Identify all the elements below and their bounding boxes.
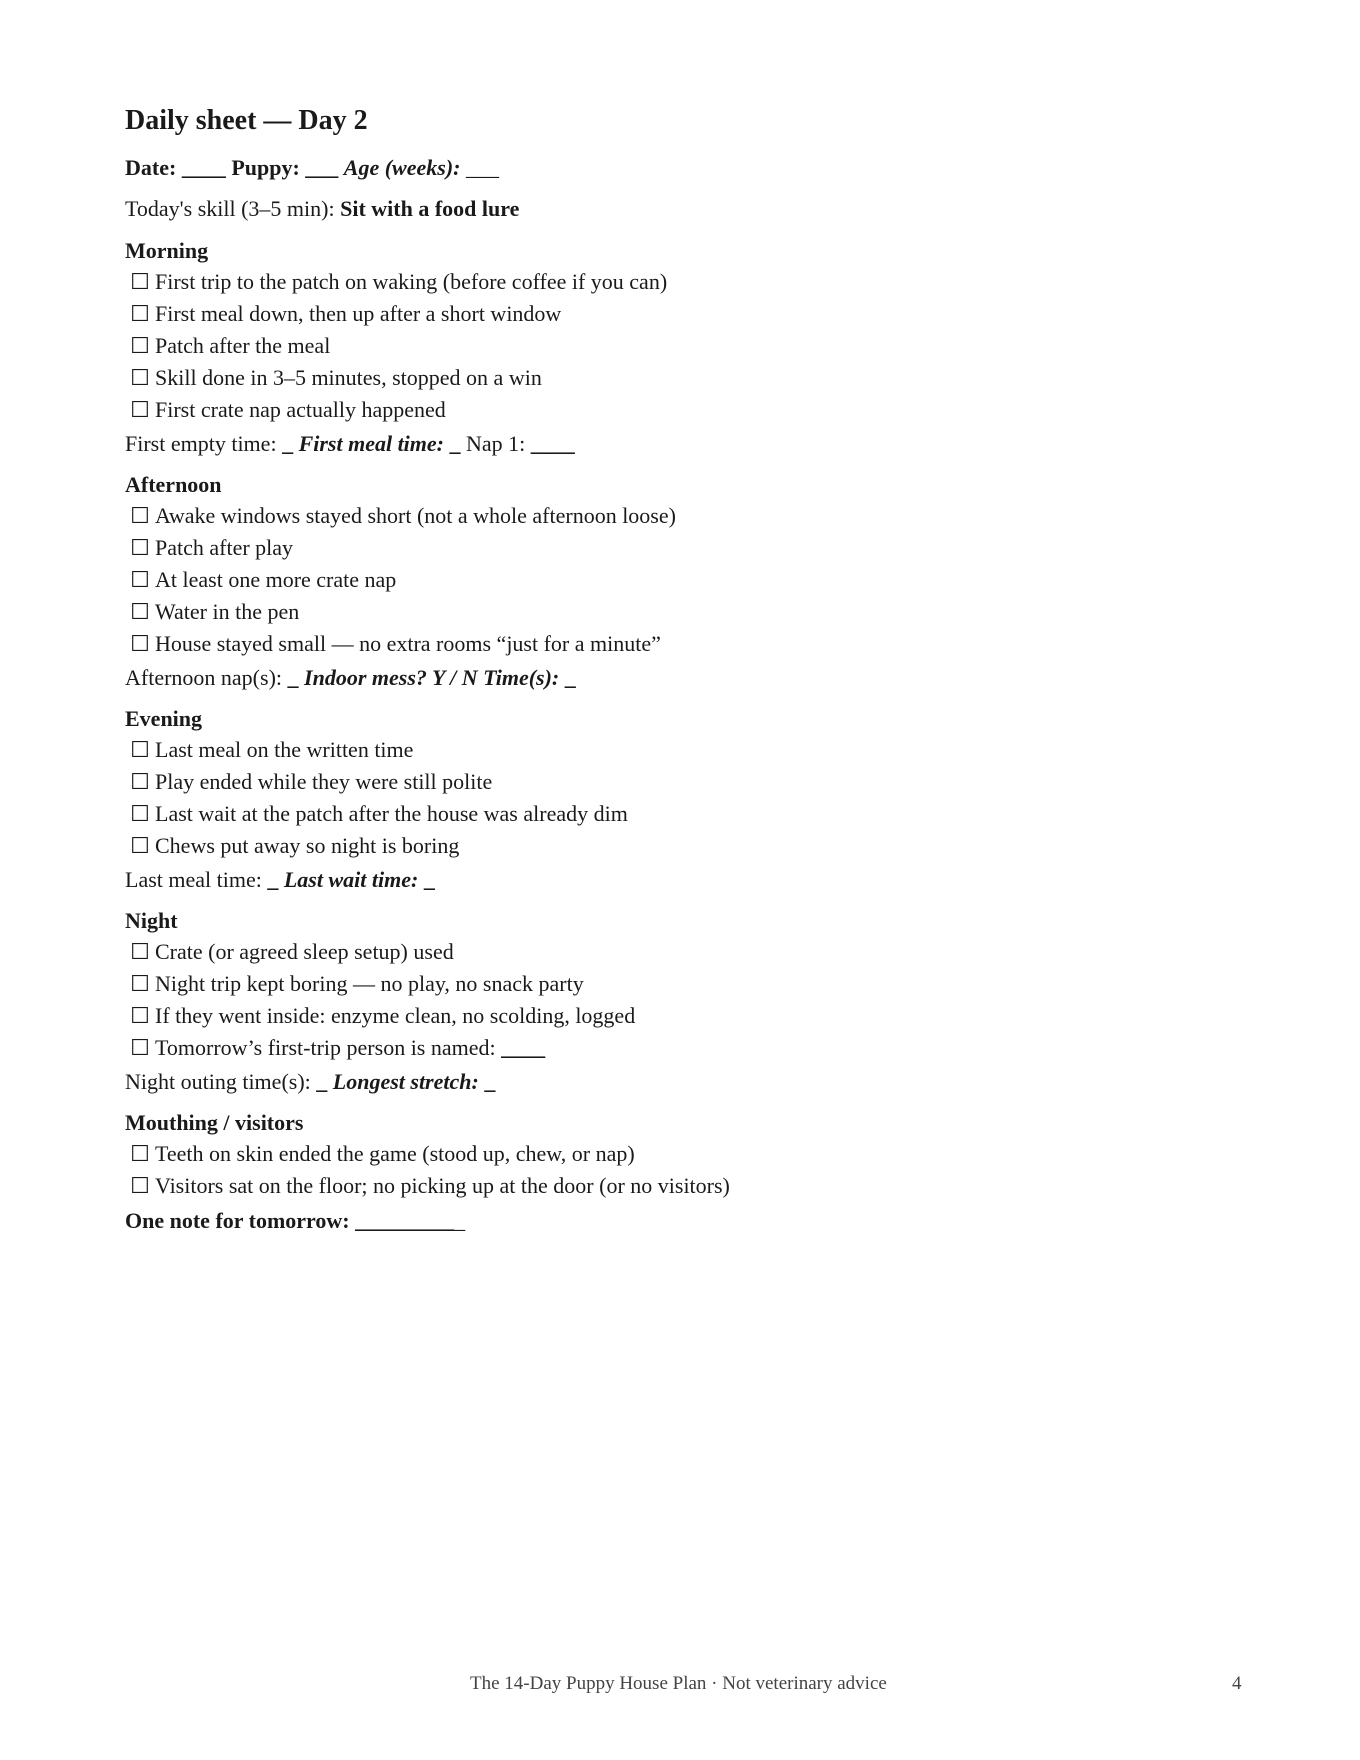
age-blank: ___ (465, 155, 499, 180)
skill-line (125, 194, 1225, 224)
checklist-item-label: Skill done in 3–5 minutes, stopped on a win (155, 365, 542, 390)
checkbox-icon[interactable]: ☐ (130, 801, 150, 826)
section-evening-title: Evening (125, 706, 203, 731)
first-trip-person-blank[interactable]: ____ (501, 1035, 546, 1060)
longest-stretch-label: Longest stretch: (332, 1069, 479, 1094)
checklist-item[interactable] (125, 1032, 1225, 1064)
checklist-item[interactable] (125, 500, 1225, 532)
checklist-item[interactable] (125, 1138, 1225, 1170)
night-outing-label: Night outing time(s): (125, 1069, 311, 1094)
page-title: Daily sheet — Day 2 (125, 105, 368, 136)
checklist-item-label: Play ended while they were still polite (155, 769, 493, 794)
checklist-item-label: Patch after the meal (155, 333, 331, 358)
night-fill-line (125, 1066, 1225, 1098)
age-label: Age (weeks): (343, 155, 461, 180)
checklist-item-label: First crate nap actually happened (155, 397, 446, 422)
checklist-item-label: Patch after play (155, 535, 294, 560)
section-morning-title: Morning (125, 238, 209, 263)
checkbox-icon[interactable]: ☐ (130, 599, 150, 624)
footer-text: The 14-Day Puppy House Plan · Not veterinary advice (470, 1673, 887, 1694)
first-meal-label: First meal time: (298, 431, 445, 456)
indoor-mess-blank[interactable]: _ (564, 665, 576, 690)
checklist-item-label: First meal down, then up after a short window (155, 301, 562, 326)
section-mouthing-title: Mouthing / visitors (125, 1110, 304, 1135)
checklist-item[interactable] (125, 936, 1225, 968)
checklist-item-label: Last wait at the patch after the house was already dim (155, 801, 628, 826)
meta-line (125, 153, 1225, 183)
skill-value: Sit with a food lure (340, 196, 520, 221)
first-empty-label: First empty time: (125, 431, 277, 456)
checklist-item-label: At least one more crate nap (155, 567, 397, 592)
checklist-item[interactable] (125, 968, 1225, 1000)
checklist-item-label: If they went inside: enzyme clean, no scolding, logged (155, 1003, 636, 1028)
checkbox-icon[interactable]: ☐ (130, 1141, 150, 1166)
section-afternoon-title: Afternoon (125, 472, 222, 497)
note-line (125, 1206, 1225, 1236)
checkbox-icon[interactable]: ☐ (130, 833, 150, 858)
last-meal-blank[interactable]: _ (267, 867, 279, 892)
checkbox-icon[interactable]: ☐ (130, 631, 150, 656)
first-empty-blank[interactable]: _ (282, 431, 294, 456)
afternoon-naps-blank[interactable]: _ (287, 665, 299, 690)
checklist-item[interactable] (125, 330, 1225, 362)
longest-stretch-blank[interactable]: _ (484, 1069, 496, 1094)
checkbox-icon[interactable]: ☐ (130, 939, 150, 964)
note-blank-tail: _ (454, 1208, 466, 1233)
last-wait-label: Last wait time: (283, 867, 419, 892)
morning-fill-line (125, 428, 1225, 460)
checkbox-icon[interactable]: ☐ (130, 1035, 150, 1060)
checkbox-icon[interactable]: ☐ (130, 769, 150, 794)
checkbox-icon[interactable]: ☐ (130, 333, 150, 358)
checklist-item-label: House stayed small — no extra rooms “just for a minute” (155, 631, 661, 656)
checklist-item[interactable] (125, 798, 1225, 830)
night-outing-blank[interactable]: _ (316, 1069, 328, 1094)
checklist-item[interactable] (125, 1000, 1225, 1032)
first-meal-blank[interactable]: _ (449, 431, 461, 456)
checklist-item[interactable] (125, 266, 1225, 298)
checklist-item-label: Last meal on the written time (155, 737, 414, 762)
checklist-item[interactable] (125, 394, 1225, 426)
checklist-item-label: Tomorrow’s first-trip person is named: (155, 1035, 496, 1060)
checklist-item[interactable] (125, 734, 1225, 766)
checklist-item-label: Night trip kept boring — no play, no snack party (155, 971, 584, 996)
checkbox-icon[interactable]: ☐ (130, 1173, 150, 1198)
checklist-item-label: First trip to the patch on waking (before coffee if you can) (155, 269, 668, 294)
indoor-mess-label: Indoor mess? Y / N Time(s): (304, 665, 560, 690)
afternoon-naps-label: Afternoon nap(s): (125, 665, 283, 690)
checklist-item[interactable] (125, 532, 1225, 564)
checkbox-icon[interactable]: ☐ (130, 301, 150, 326)
skill-label: Today's skill (3–5 min): (125, 196, 335, 221)
checklist-item[interactable] (125, 564, 1225, 596)
checklist-item[interactable] (125, 298, 1225, 330)
checklist-item[interactable] (125, 766, 1225, 798)
note-blank[interactable]: _________ (355, 1208, 455, 1233)
last-wait-blank[interactable]: _ (423, 867, 435, 892)
note-label: One note for tomorrow: (125, 1208, 350, 1233)
date-label: Date: (125, 155, 177, 180)
checkbox-icon[interactable]: ☐ (130, 503, 150, 528)
checkbox-icon[interactable]: ☐ (130, 1003, 150, 1028)
nap1-blank[interactable]: ____ (530, 431, 575, 456)
checkbox-icon[interactable]: ☐ (130, 535, 150, 560)
checklist-item[interactable] (125, 596, 1225, 628)
checklist-item-label: Water in the pen (155, 599, 300, 624)
afternoon-fill-line (125, 662, 1225, 694)
checklist-item[interactable] (125, 628, 1225, 660)
nap1-label: Nap 1: (466, 431, 526, 456)
checkbox-icon[interactable]: ☐ (130, 365, 150, 390)
checkbox-icon[interactable]: ☐ (130, 971, 150, 996)
daily-sheet (125, 103, 1225, 1236)
puppy-blank: ___ (305, 155, 339, 180)
checkbox-icon[interactable]: ☐ (130, 269, 150, 294)
checklist-item[interactable] (125, 1170, 1225, 1202)
checklist-item-label: Visitors sat on the floor; no picking up at the door (or no visitors) (155, 1173, 730, 1198)
last-meal-label: Last meal time: (125, 867, 262, 892)
date-blank: ____ (181, 155, 226, 180)
page-number: 4 (1232, 1673, 1242, 1694)
checkbox-icon[interactable]: ☐ (130, 567, 150, 592)
checklist-item[interactable] (125, 362, 1225, 394)
evening-fill-line (125, 864, 1225, 896)
puppy-label: Puppy: (231, 155, 300, 180)
checklist-item-label: Crate (or agreed sleep setup) used (155, 939, 454, 964)
checkbox-icon[interactable]: ☐ (130, 397, 150, 422)
checkbox-icon[interactable]: ☐ (130, 737, 150, 762)
checklist-item[interactable] (125, 830, 1225, 862)
section-night-title: Night (125, 908, 178, 933)
checklist-item-label: Awake windows stayed short (not a whole afternoon loose) (155, 503, 676, 528)
checklist-item-label: Chews put away so night is boring (155, 833, 460, 858)
checklist-item-label: Teeth on skin ended the game (stood up, chew, or nap) (155, 1141, 635, 1166)
